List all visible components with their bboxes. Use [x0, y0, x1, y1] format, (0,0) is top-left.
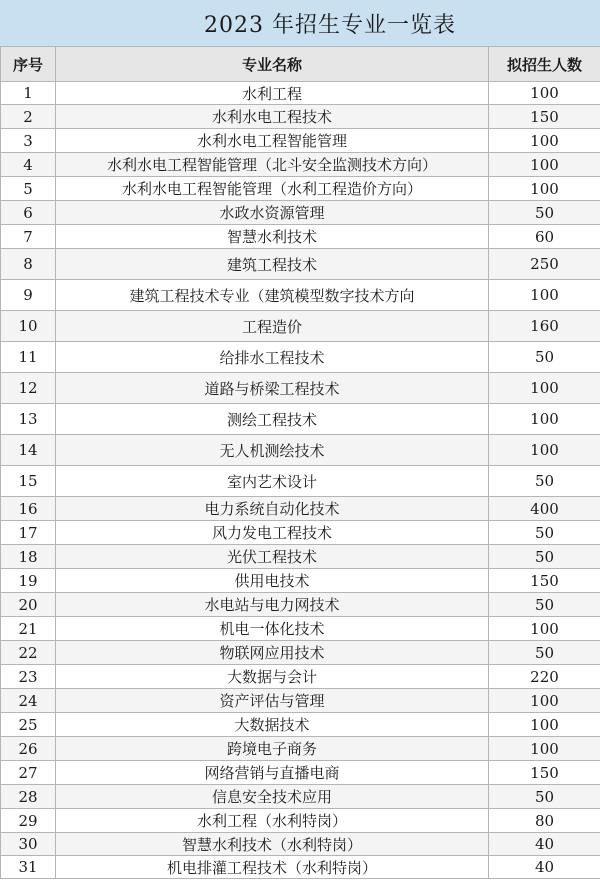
table-row	[1, 342, 600, 373]
table-row	[1, 785, 600, 809]
table-row	[1, 404, 600, 435]
row-enrollment: 40	[489, 856, 600, 879]
row-index: 2	[1, 105, 56, 129]
row-enrollment: 220	[489, 665, 600, 689]
row-index: 5	[1, 177, 56, 201]
table-row	[1, 201, 600, 225]
row-index: 11	[1, 342, 56, 373]
row-enrollment: 50	[489, 521, 600, 545]
table-row	[1, 713, 600, 737]
row-enrollment: 100	[489, 280, 600, 311]
row-enrollment: 150	[489, 569, 600, 593]
row-enrollment: 160	[489, 311, 600, 342]
row-major-name: 机电排灌工程技术（水利特岗）	[56, 856, 489, 879]
row-enrollment: 100	[489, 373, 600, 404]
row-major-name: 风力发电工程技术	[56, 521, 489, 545]
row-index: 25	[1, 713, 56, 737]
row-index: 18	[1, 545, 56, 569]
row-index: 9	[1, 280, 56, 311]
row-major-name: 室内艺术设计	[56, 466, 489, 497]
majors-table	[0, 46, 600, 879]
row-major-name: 机电一体化技术	[56, 617, 489, 641]
table-header-row	[1, 47, 600, 82]
table-row	[1, 737, 600, 761]
row-enrollment: 250	[489, 249, 600, 280]
row-major-name: 光伏工程技术	[56, 545, 489, 569]
table-row	[1, 569, 600, 593]
row-index: 8	[1, 249, 56, 280]
table-row	[1, 665, 600, 689]
table-row	[1, 153, 600, 177]
row-index: 27	[1, 761, 56, 785]
row-major-name: 水利水电工程智能管理	[56, 129, 489, 153]
header-enrollment: 拟招生人数	[489, 47, 600, 82]
row-enrollment: 50	[489, 201, 600, 225]
row-enrollment: 100	[489, 404, 600, 435]
row-enrollment: 50	[489, 641, 600, 665]
row-major-name: 水利水电工程智能管理（水利工程造价方向）	[56, 177, 489, 201]
table-row	[1, 617, 600, 641]
row-index: 22	[1, 641, 56, 665]
row-major-name: 测绘工程技术	[56, 404, 489, 435]
row-index: 28	[1, 785, 56, 809]
row-major-name: 无人机测绘技术	[56, 435, 489, 466]
table-row	[1, 497, 600, 521]
row-major-name: 大数据技术	[56, 713, 489, 737]
row-major-name: 水利水电工程技术	[56, 105, 489, 129]
row-enrollment: 80	[489, 809, 600, 833]
row-major-name: 水利工程（水利特岗）	[56, 809, 489, 833]
row-index: 30	[1, 833, 56, 856]
row-enrollment: 100	[489, 737, 600, 761]
row-index: 21	[1, 617, 56, 641]
row-enrollment: 50	[489, 342, 600, 373]
row-major-name: 供用电技术	[56, 569, 489, 593]
row-index: 3	[1, 129, 56, 153]
row-enrollment: 150	[489, 105, 600, 129]
row-index: 17	[1, 521, 56, 545]
row-index: 24	[1, 689, 56, 713]
row-major-name: 建筑工程技术	[56, 249, 489, 280]
row-enrollment: 400	[489, 497, 600, 521]
row-index: 31	[1, 856, 56, 879]
table-row	[1, 105, 600, 129]
row-enrollment: 100	[489, 713, 600, 737]
table-row	[1, 521, 600, 545]
row-enrollment: 40	[489, 833, 600, 856]
table-row	[1, 373, 600, 404]
row-major-name: 信息安全技术应用	[56, 785, 489, 809]
row-major-name: 工程造价	[56, 311, 489, 342]
header-index: 序号	[1, 47, 56, 82]
table-row	[1, 177, 600, 201]
row-enrollment: 50	[489, 785, 600, 809]
row-index: 7	[1, 225, 56, 249]
row-major-name: 水政水资源管理	[56, 201, 489, 225]
row-index: 19	[1, 569, 56, 593]
table-row	[1, 689, 600, 713]
row-major-name: 电力系统自动化技术	[56, 497, 489, 521]
row-major-name: 资产评估与管理	[56, 689, 489, 713]
row-index: 4	[1, 153, 56, 177]
table-row	[1, 641, 600, 665]
row-index: 14	[1, 435, 56, 466]
row-major-name: 水电站与电力网技术	[56, 593, 489, 617]
row-index: 6	[1, 201, 56, 225]
table-row	[1, 435, 600, 466]
row-major-name: 建筑工程技术专业（建筑模型数字技术方向	[56, 280, 489, 311]
row-major-name: 跨境电子商务	[56, 737, 489, 761]
table-row	[1, 856, 600, 879]
row-enrollment: 100	[489, 153, 600, 177]
row-index: 26	[1, 737, 56, 761]
row-major-name: 网络营销与直播电商	[56, 761, 489, 785]
page-title: 2023 年招生专业一览表	[0, 0, 600, 46]
row-index: 16	[1, 497, 56, 521]
row-major-name: 物联网应用技术	[56, 641, 489, 665]
row-enrollment: 50	[489, 593, 600, 617]
table-row	[1, 466, 600, 497]
row-index: 15	[1, 466, 56, 497]
row-index: 29	[1, 809, 56, 833]
row-enrollment: 100	[489, 435, 600, 466]
row-major-name: 智慧水利技术（水利特岗）	[56, 833, 489, 856]
row-major-name: 水利工程	[56, 82, 489, 105]
row-enrollment: 100	[489, 177, 600, 201]
table-row	[1, 593, 600, 617]
row-major-name: 大数据与会计	[56, 665, 489, 689]
row-enrollment: 100	[489, 129, 600, 153]
row-index: 23	[1, 665, 56, 689]
row-index: 1	[1, 82, 56, 105]
row-major-name: 智慧水利技术	[56, 225, 489, 249]
row-index: 13	[1, 404, 56, 435]
row-major-name: 道路与桥梁工程技术	[56, 373, 489, 404]
row-enrollment: 50	[489, 545, 600, 569]
row-index: 10	[1, 311, 56, 342]
table-row	[1, 809, 600, 833]
table-row	[1, 280, 600, 311]
row-enrollment: 100	[489, 82, 600, 105]
table-body	[1, 82, 600, 879]
row-enrollment: 150	[489, 761, 600, 785]
row-index: 12	[1, 373, 56, 404]
table-row	[1, 225, 600, 249]
table-row	[1, 311, 600, 342]
table-row	[1, 833, 600, 856]
row-index: 20	[1, 593, 56, 617]
table-row	[1, 129, 600, 153]
table-row	[1, 545, 600, 569]
row-enrollment: 60	[489, 225, 600, 249]
table-row	[1, 761, 600, 785]
table-row	[1, 249, 600, 280]
row-major-name: 给排水工程技术	[56, 342, 489, 373]
row-enrollment: 100	[489, 689, 600, 713]
row-enrollment: 100	[489, 617, 600, 641]
row-major-name: 水利水电工程智能管理（北斗安全监测技术方向）	[56, 153, 489, 177]
header-major-name: 专业名称	[56, 47, 489, 82]
row-enrollment: 50	[489, 466, 600, 497]
table-row	[1, 82, 600, 105]
